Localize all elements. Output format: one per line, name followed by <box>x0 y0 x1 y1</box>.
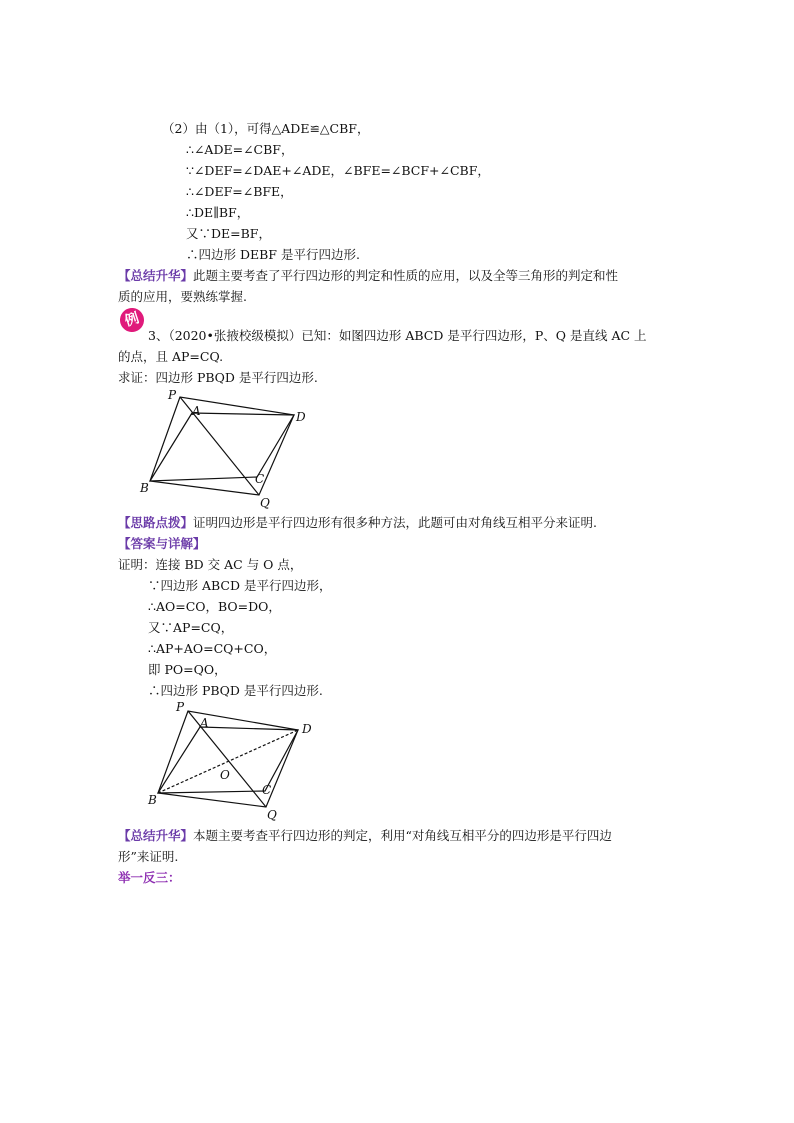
fig2-label-q: Q <box>267 808 277 822</box>
fig2-label-d: D <box>302 722 312 736</box>
proof-line-4: ∴∠DEF=∠BFE， <box>186 184 293 199</box>
answer-line-4: 又∵AP=CQ， <box>148 620 234 635</box>
practice-label: 举一反三： <box>118 870 181 885</box>
hint-text: 证明四边形是平行四边形有很多种方法，此题可由对角线互相平分来证明. <box>193 515 597 530</box>
example-badge: 例 <box>117 305 147 335</box>
answer-line-2: ∵四边形 ABCD 是平行四边形， <box>148 578 332 593</box>
example-line-2: 的点，且 AP=CQ. <box>118 349 224 364</box>
example-line-3: 求证：四边形 PBQD 是平行四边形. <box>118 370 318 385</box>
answer-line-6: 即 PO=QO， <box>148 662 227 677</box>
fig1-label-d: D <box>296 410 306 424</box>
fig2-label-b: B <box>148 793 157 807</box>
answer-line-7: ∴四边形 PBQD 是平行四边形. <box>148 683 323 698</box>
fig1-label-a: A <box>192 404 201 418</box>
figure-1-diagram <box>130 385 320 510</box>
hint-tag: 【思路点拨】 <box>118 515 194 530</box>
fig2-label-c: C <box>262 783 272 797</box>
summary-2-line-2: 形”来证明. <box>118 849 179 864</box>
summary-1-tag: 【总结升华】 <box>118 268 194 283</box>
proof-line-1: （2）由（1），可得△ADE≌△CBF， <box>162 121 370 136</box>
summary-1-line-1 <box>118 267 618 285</box>
summary-1-line-2: 质的应用，要熟练掌握. <box>118 289 247 304</box>
example-line-1: 3、（2020•张掖校级模拟）已知：如图四边形 ABCD 是平行四边形，P、Q 是直线 AC 上 <box>148 328 647 343</box>
summary-2-text: 本题主要考查平行四边形的判定，利用“对角线互相平分的四边形是平行四边 <box>193 828 612 843</box>
fig1-label-p: P <box>168 388 177 402</box>
hint-line <box>118 514 597 532</box>
fig1-label-b: B <box>140 481 149 495</box>
proof-line-6: 又∵DE=BF， <box>186 226 271 241</box>
answer-tag: 【答案与详解】 <box>118 536 206 551</box>
proof-line-7: ∴四边形 DEBF 是平行四边形. <box>186 247 360 262</box>
answer-line-1: 证明：连接 BD 交 AC 与 O 点， <box>118 557 303 572</box>
summary-2-tag: 【总结升华】 <box>118 828 194 843</box>
fig2-label-a: A <box>200 716 209 730</box>
fig1-label-q: Q <box>260 496 270 510</box>
proof-line-2: ∴∠ADE=∠CBF， <box>186 142 294 157</box>
answer-line-3: ∴AO=CO，BO=DO， <box>148 599 281 614</box>
fig2-label-p: P <box>176 700 185 714</box>
proof-line-3: ∵∠DEF=∠DAE+∠ADE，∠BFE=∠BCF+∠CBF， <box>186 163 490 178</box>
proof-line-5: ∴DE∥BF， <box>186 205 250 220</box>
answer-line-5: ∴AP+AO=CQ+CO， <box>148 641 277 656</box>
figure-2-diagram <box>138 697 328 822</box>
summary-1-text: 此题主要考查了平行四边形的判定和性质的应用，以及全等三角形的判定和性 <box>193 268 619 283</box>
summary-2-line-1 <box>118 827 612 845</box>
fig1-label-c: C <box>255 472 265 486</box>
fig2-label-o: O <box>220 768 230 782</box>
